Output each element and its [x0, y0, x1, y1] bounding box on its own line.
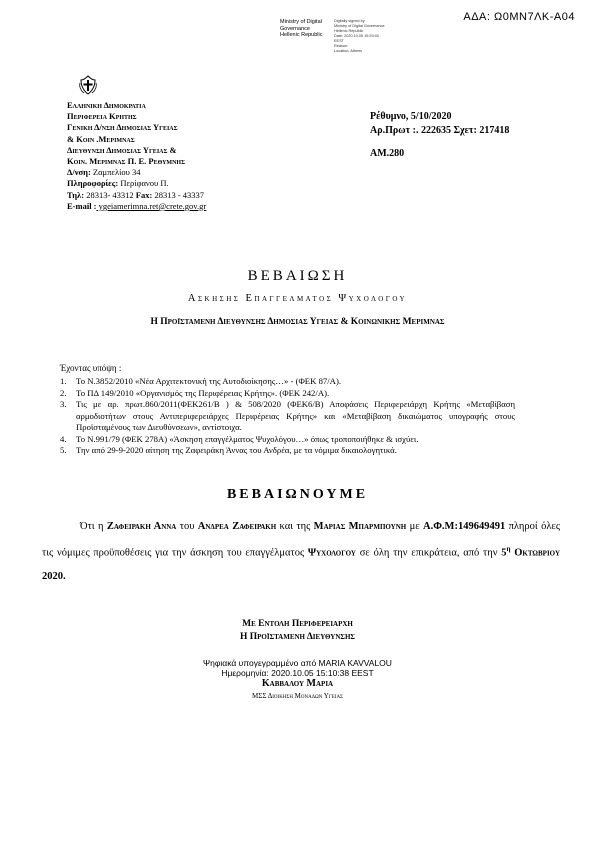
digital-signature-line: Ημερομηνία: 2020.10.05 15:10:38 EEST [221, 668, 374, 678]
stamp-meta-line: Ministry of Digital Governance [334, 24, 385, 28]
ada-code: ΑΔΑ: Ω0ΜΝ7ΛΚ-Α04 [463, 11, 575, 23]
signoff-block [0, 618, 595, 644]
effective-day: 5 [501, 547, 507, 559]
stamp-org-line: Ministry of Digital [280, 19, 322, 25]
phone-value: 28313- 43312 [84, 189, 136, 200]
info-value: Περίφανου Π. [118, 178, 169, 189]
item-number: 5. [60, 445, 67, 455]
header-line: & Κοιν .Μεριμνας [67, 133, 135, 144]
item-text: Την από 29-9-2020 αίτηση της Ζαφειράκη Άννας του Ανδρέα, με τα νόμιμα δικαιολογητικά. [76, 445, 397, 455]
digital-signature-stamp [280, 19, 440, 53]
body-text: Ότι η [80, 521, 107, 532]
phone-line [67, 190, 206, 201]
body-text: και της [276, 521, 314, 532]
place-date: Ρέθυμνο, 5/10/2020 [370, 111, 452, 122]
body-text: πληροί όλες τις νόμιμες προϋποθέσεις για την άσκηση του επαγγέλματος [42, 521, 560, 559]
item-number: 3. [60, 399, 67, 409]
info-line [67, 178, 206, 189]
email-line [67, 201, 206, 212]
profession: Ψυχολογου [307, 547, 356, 559]
stamp-meta-line: Digitally signed by [334, 19, 365, 23]
address-value: Ζαμπελίου 34 [90, 167, 141, 178]
digital-signature-note [0, 658, 595, 678]
header-line: Κοιν. Μεριμνας Π. Ε. Ρεθυμνης [67, 156, 186, 167]
stamp-meta-line: Location: Athens [334, 49, 363, 53]
header-line: Ελληνικη Δημοκρατια [67, 100, 146, 110]
stamp-org-line: Governance [280, 25, 310, 32]
signoff-line: Με Εντολη Περιφερειαρχη [242, 619, 353, 629]
list-item [60, 445, 515, 457]
stamp-meta-line: Date: 2020.10.05 15:53:00 [334, 34, 379, 38]
body-text: σε όλη την επικράτεια, από την [355, 547, 502, 559]
item-number: 1. [60, 376, 67, 386]
effective-month: Οκτωβριου 2020. [42, 547, 560, 582]
header-line: Περιφερεια Κρητης [67, 111, 137, 122]
document-subtitle: Ασκησης Επαγγελματος Ψυχολογου [187, 293, 408, 304]
email-link[interactable]: ygeiamerimna.ret@crete.gov.gr [96, 200, 207, 211]
considerations-list [60, 376, 515, 457]
fax-value: 28313 - 43337 [152, 189, 205, 200]
item-number: 4. [60, 433, 67, 444]
father-name: Ανδρεα Ζαφειρακη [197, 521, 277, 532]
document-title: ΒΕΒΑΙΩΣΗ [247, 268, 348, 284]
list-item [60, 376, 515, 388]
item-text: Το ΠΔ 149/2010 «Οργανισμός της Περιφέρειας Κρήτης». (ΦΕΚ 242/Α). [76, 387, 330, 398]
item-text: Τις με αρ. πρωτ.860/2011(ΦΕΚ261/Β ) & 508/2020 (ΦΕΚ6/Β) Αποφάσεις Περιφερειάρχη Κρήτης «Μεταβίβαση αρμοδιοτήτων στους Αντιπεριφερειάρχες Περιφέρειας Κρήτης» και «Μεταβίβαση δικαιώματος υπογραφής στους Προϊσταμένους των Διευθύνσεων», αντίστοιχα. [76, 399, 515, 432]
certification-body [42, 515, 560, 588]
authority-header [67, 100, 206, 212]
directorate-line: Η Προϊσταμενη Διευθυνσης Δημοσιας Υγειας & Κοινωνικης Μεριμνας [150, 317, 445, 327]
tax-number: Α.Φ.Μ:149649491 [423, 521, 506, 532]
item-text: Το Ν.3852/2010 «Νέα Αρχιτεκτονική της Αυτοδιοίκησης…» - (ΦΕΚ 87/Α). [76, 376, 342, 386]
stamp-meta-line: Reason: [334, 44, 349, 48]
greek-emblem-icon [78, 75, 98, 95]
signoff-line: Η Προϊσταμενη Διευθυνσης [240, 632, 355, 642]
document-meta [370, 110, 509, 161]
stamp-meta [334, 19, 385, 54]
list-item [60, 434, 515, 446]
stamp-org-line: Hellenic Republic [280, 32, 323, 38]
list-item [60, 388, 515, 400]
digital-signature-line: Ψηφιακά υπογεγραμμένο από MARIA KAVVALOU [203, 658, 392, 668]
body-text: με [406, 521, 424, 532]
item-text: Το Ν.991/79 (ΦΕΚ 278Α) «Άσκηση επαγγέλματος Ψυχολόγου…» όπως τροποποιήθηκε & ισχύει. [76, 433, 419, 444]
email-label: E-mail : [67, 200, 97, 211]
phone-label: Τηλ: [67, 189, 85, 200]
item-number: 2. [60, 387, 67, 398]
day-suffix: η [506, 545, 511, 553]
confirm-heading: ΒΕΒΑΙΩΝΟΥΜΕ [226, 487, 369, 502]
considering-label: Έχοντας υπόψη : [60, 363, 122, 373]
address-label: Δ/νση: [67, 167, 91, 178]
stamp-meta-line: EEST [334, 39, 344, 43]
header-line: Διευθυνση Δημοσιας Υγειας & [67, 144, 177, 155]
body-text: του [176, 521, 198, 532]
mother-name: Μαριας Μπαρμπουνη [313, 521, 407, 532]
header-line: Γενικη Δ/νση Δημοσιας Υγειας [67, 122, 178, 133]
signer-title: ΜΣΣ Διοικηση Μοναδων Υγειας [252, 692, 343, 700]
fax-label: Fax: [135, 189, 153, 200]
protocol-number: Αρ.Πρωτ :. 222635 Σχετ: 217418 [370, 125, 510, 136]
list-item [60, 399, 515, 434]
info-label: Πληροφορίες: [67, 178, 119, 189]
am-number: ΑΜ.280 [370, 148, 405, 159]
signer-name: Καββαλου Μαρια [261, 678, 334, 689]
stamp-meta-line: Hellenic Republic [334, 29, 364, 33]
holder-name: Ζαφειρακη Αννα [106, 521, 177, 532]
address-line [67, 167, 206, 178]
